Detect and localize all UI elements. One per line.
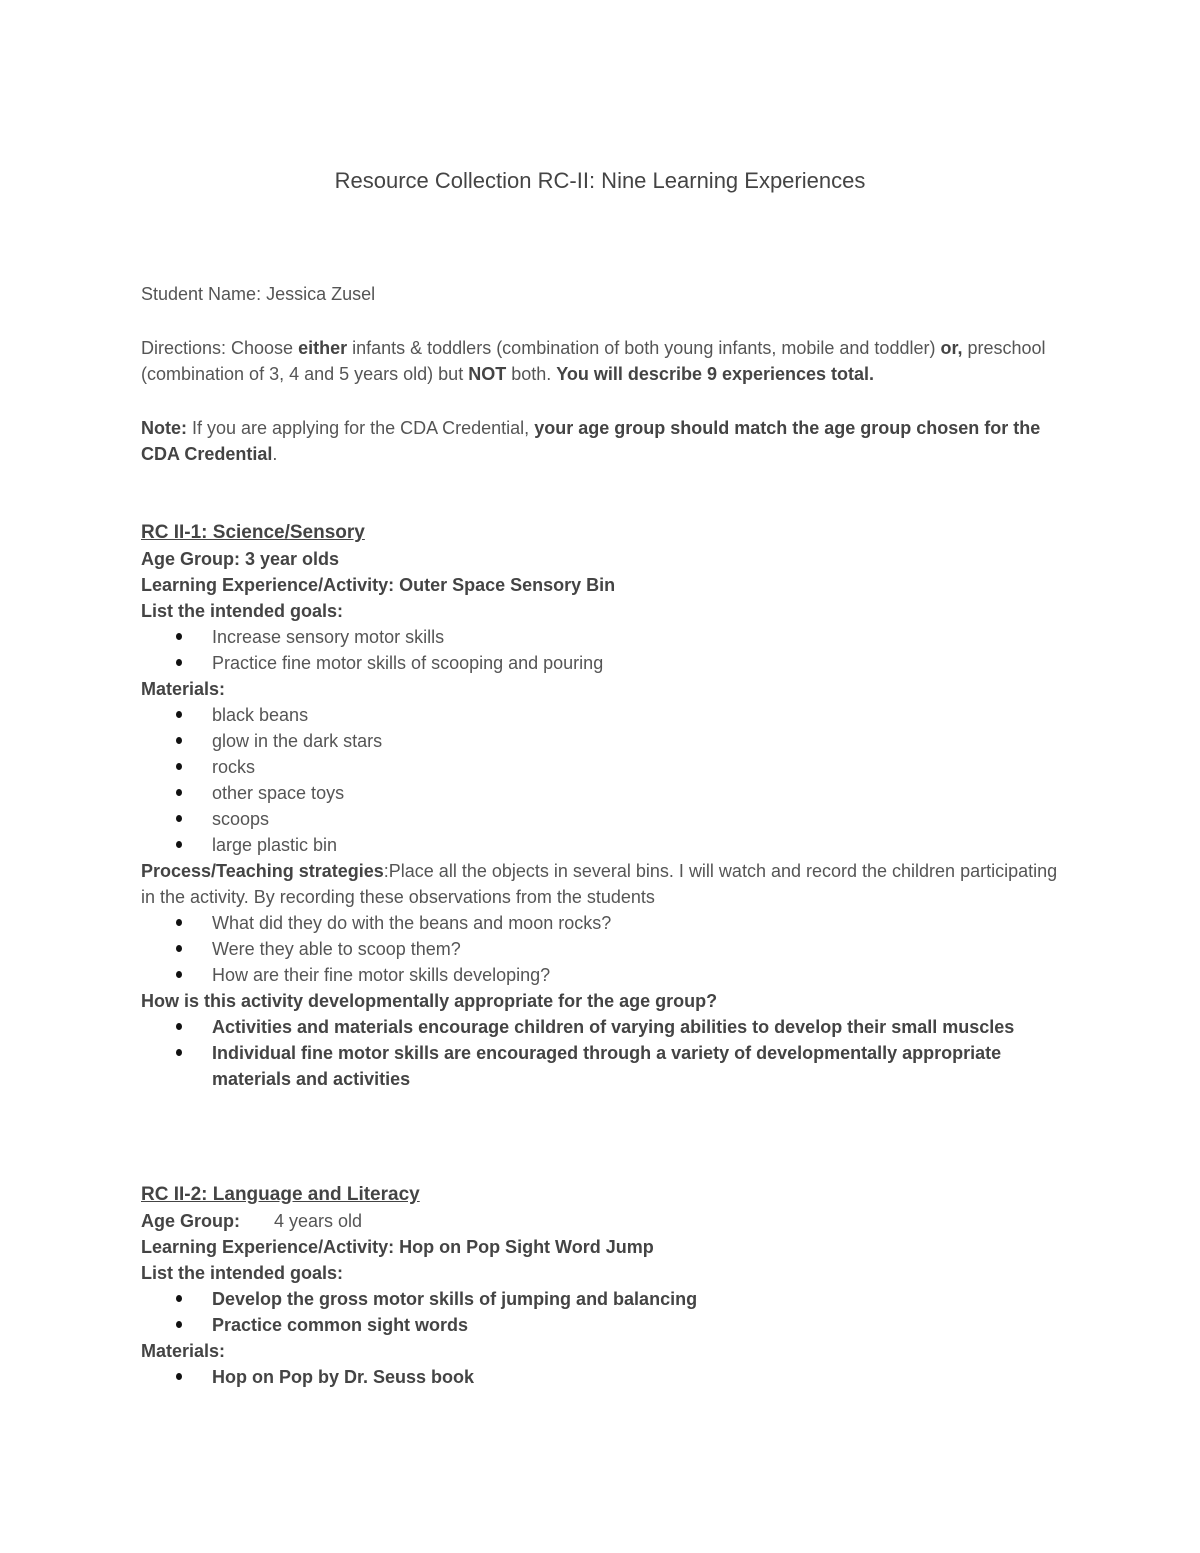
materials-list [141,1364,1071,1390]
directions-emphasis: You will describe 9 experiences total. [556,364,875,384]
list-item: scoops [141,806,1071,832]
developmental-label: How is this activity developmentally appropriate for the age group? [141,991,718,1011]
age-group [141,1208,1071,1234]
age-group-value: 4 years old [274,1211,363,1231]
materials-label: Materials: [141,679,226,699]
list-item: glow in the dark stars [141,728,1071,754]
section-heading: RC II-1: Science/Sensory [141,522,365,543]
age-group-label: Age Group: [141,1211,240,1231]
list-item: large plastic bin [141,832,1071,858]
goals-list [141,1286,1071,1338]
process-paragraph [141,858,1071,910]
goals-label: List the intended goals: [141,601,344,621]
observation-questions-list [141,910,1071,988]
section-rc-ii-2 [141,1182,1071,1390]
list-item: Were they able to scoop them? [141,936,1071,962]
process-label: Process/Teaching strategies [141,861,384,881]
materials-list [141,702,1071,858]
list-item: rocks [141,754,1071,780]
process-text: :Place all the objects in several bins. I will watch and record the children participating in the activity. By recording these observations from the students [141,861,1058,907]
section-rc-ii-1 [141,520,1071,1092]
note-text: If you are applying for the CDA Credential, [187,418,535,438]
directions-paragraph [141,335,1071,387]
page-title: Resource Collection RC-II: Nine Learning Experiences [334,168,866,193]
list-item: How are their fine motor skills developing? [141,962,1071,988]
directions-emphasis: either [298,338,348,358]
list-item: Increase sensory motor skills [141,624,1071,650]
note-emphasis: your age group should match the age group chosen for the CDA Credential [141,418,1041,464]
materials-label: Materials: [141,1341,226,1361]
list-item: Practice fine motor skills of scooping and pouring [141,650,1071,676]
list-item: What did they do with the beans and moon rocks? [141,910,1071,936]
note-paragraph [141,415,1071,467]
note-text: . [272,444,278,464]
list-item: Develop the gross motor skills of jumping and balancing [141,1286,1071,1312]
goals-label: List the intended goals: [141,1263,344,1283]
list-item: other space toys [141,780,1071,806]
developmental-list [141,1014,1071,1092]
list-item: Individual fine motor skills are encouraged through a variety of developmentally appropriate materials and activities [141,1040,1071,1092]
student-name: Student Name: Jessica Zusel [141,284,376,304]
age-group: Age Group: 3 year olds [141,549,340,569]
activity-title: Learning Experience/Activity: Hop on Pop Sight Word Jump [141,1237,654,1257]
section-heading: RC II-2: Language and Literacy [141,1184,420,1205]
directions-text: Directions: Choose [141,338,299,358]
list-item: black beans [141,702,1071,728]
directions-emphasis: NOT [468,364,507,384]
note-label: Note: [141,418,187,438]
list-item: Hop on Pop by Dr. Seuss book [141,1364,1071,1390]
list-item: Activities and materials encourage children of varying abilities to develop their small muscles [141,1014,1071,1040]
directions-text: infants & toddlers (combination of both young infants, mobile and toddler) [347,338,941,358]
goals-list [141,624,1071,676]
directions-text: both. [506,364,557,384]
activity-title: Learning Experience/Activity: Outer Space Sensory Bin [141,575,616,595]
directions-emphasis: or, [940,338,963,358]
directions-text: preschool (combination of 3, 4 and 5 years old) but [141,338,1046,384]
list-item: Practice common sight words [141,1312,1071,1338]
